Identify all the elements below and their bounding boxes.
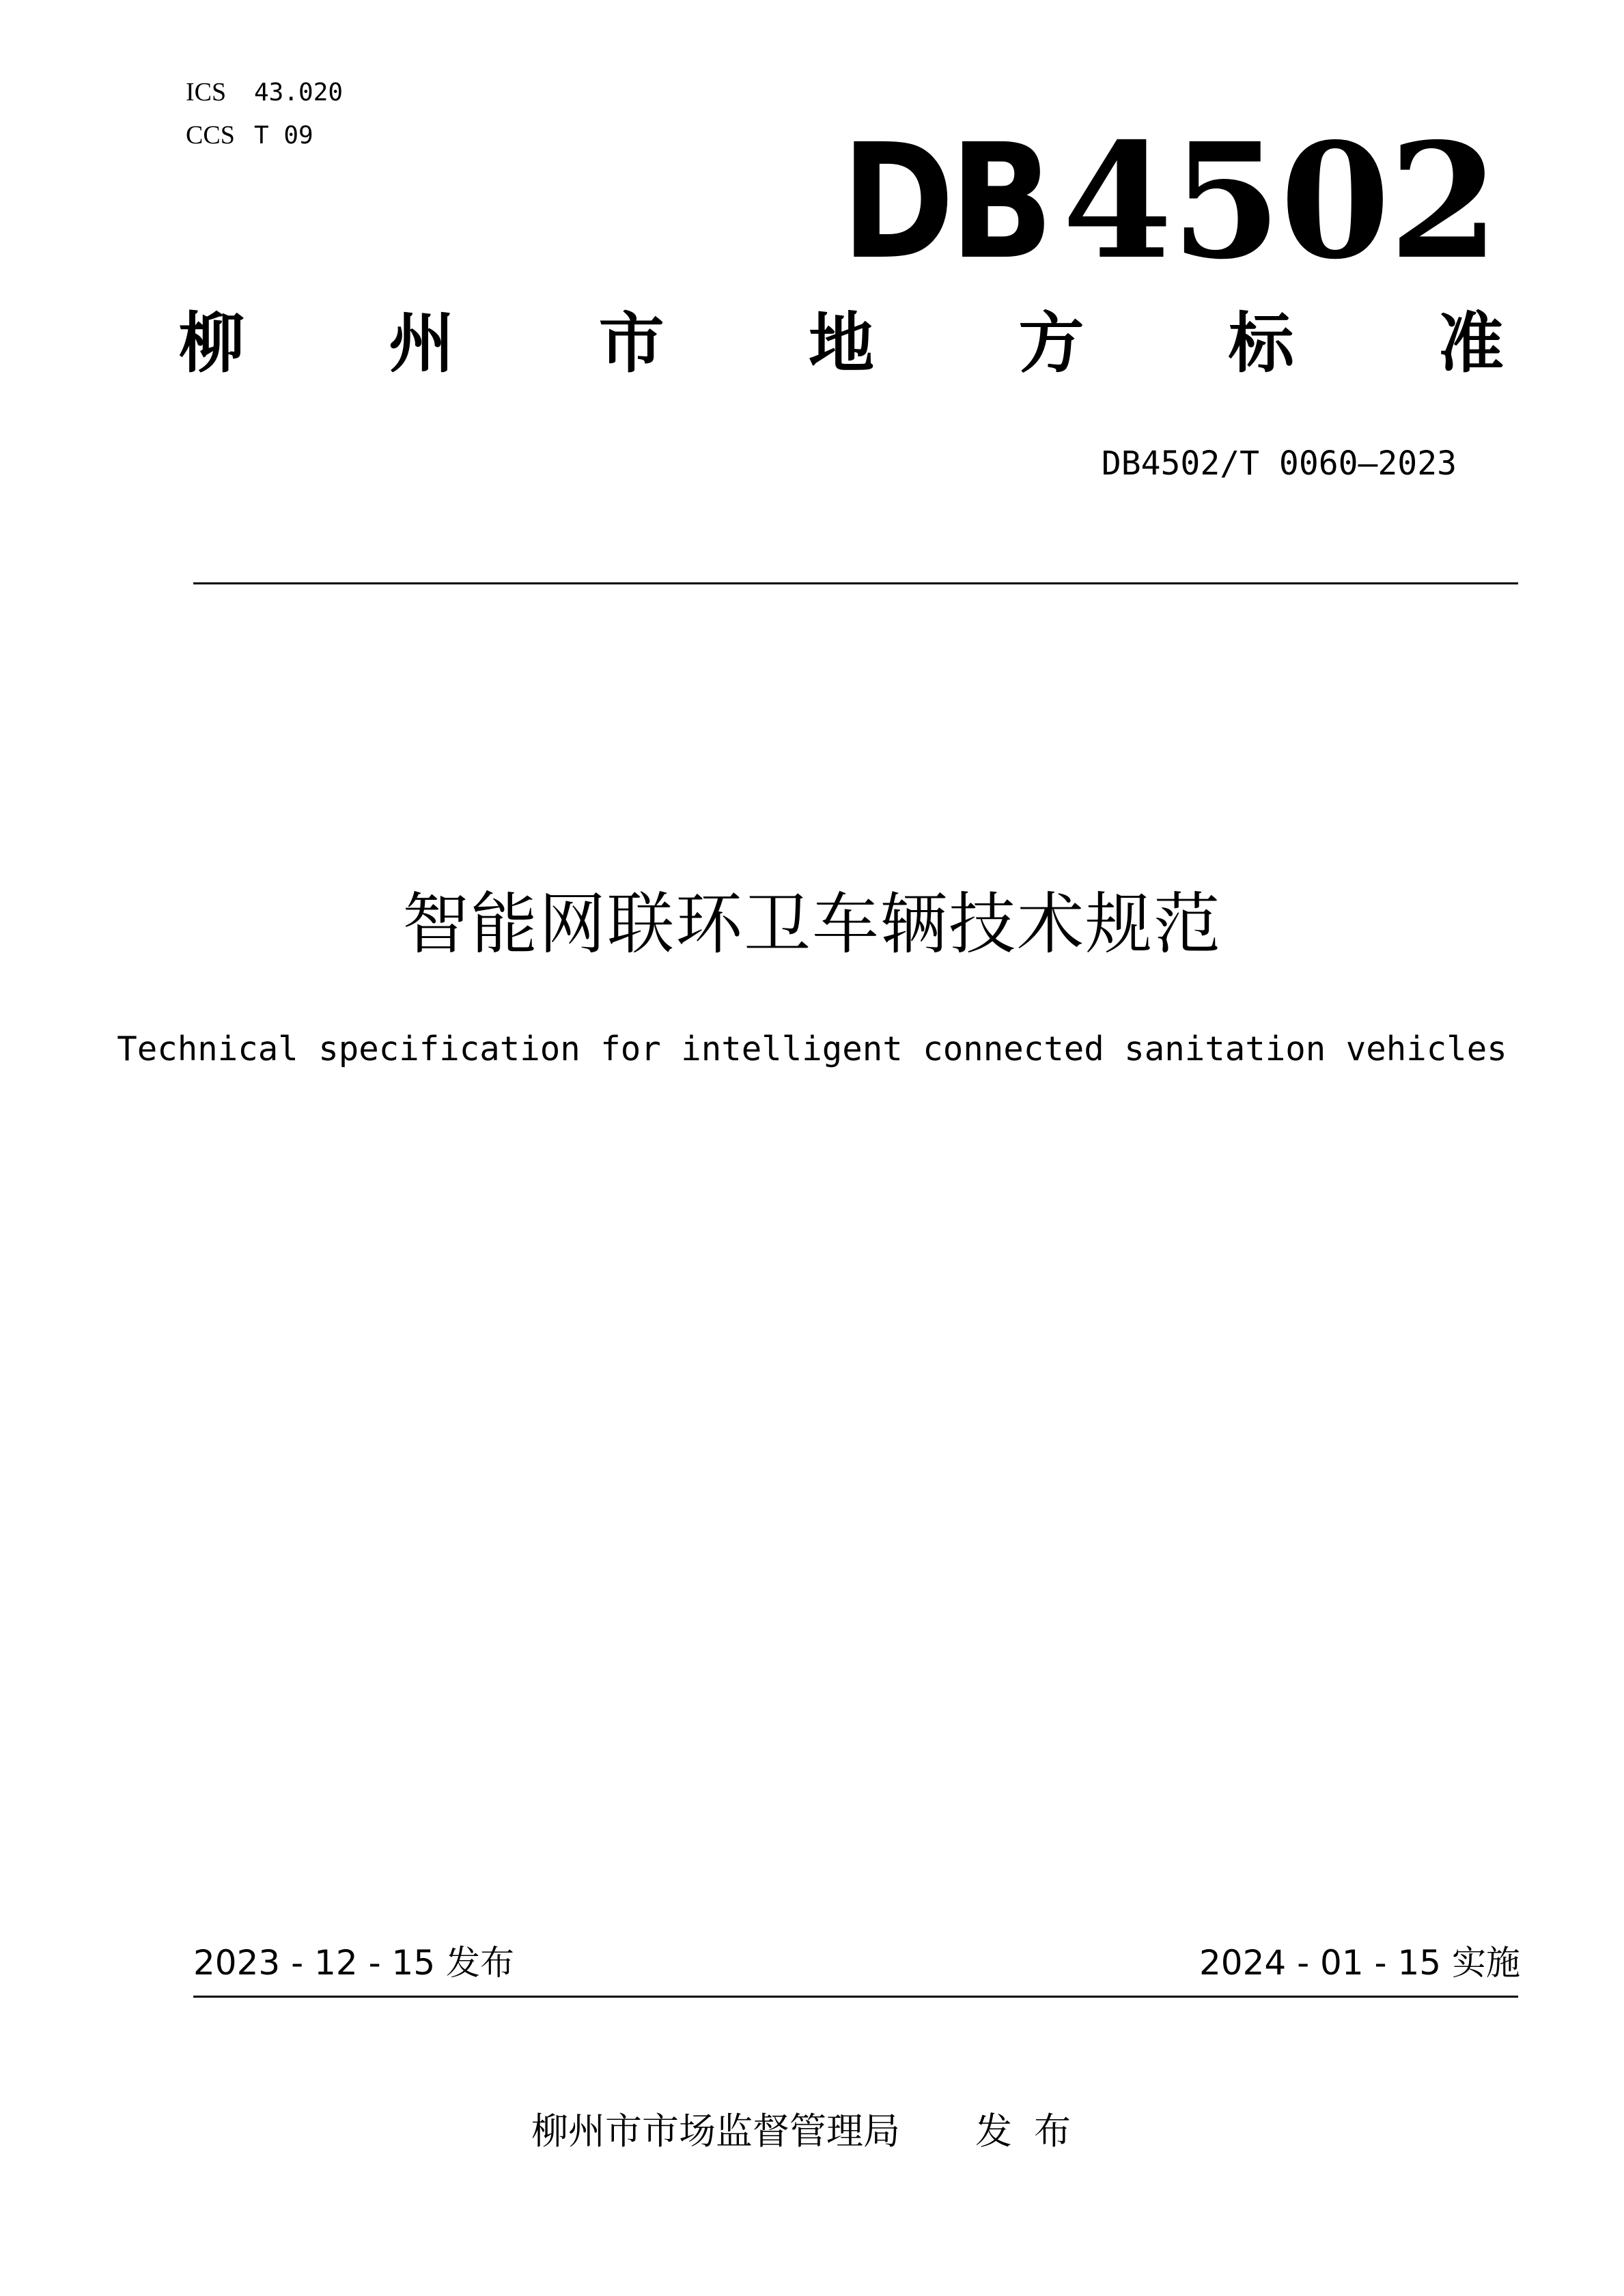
document-title-cn: 智能网联环卫车辆技术规范 [402, 885, 1222, 963]
ics-classification [186, 79, 343, 105]
category-char: 方 [1018, 305, 1084, 382]
logo-code: 4502 [1062, 108, 1498, 294]
logo-prefix: DB [841, 110, 1049, 294]
category-char: 标 [1228, 305, 1294, 382]
issuer-name: 柳州市市场监督管理局 [531, 2110, 900, 2153]
implementation-date: 2024 - 01 - 15 实施 [1199, 1943, 1520, 1983]
standard-category [179, 305, 1504, 382]
footer-divider [193, 1996, 1518, 1998]
standard-number: DB4502/T 0060—2023 [1101, 444, 1457, 483]
ics-label: ICS [186, 78, 227, 107]
document-title-en: Technical specification for intelligent connected sanitation vehicles [117, 1030, 1507, 1068]
ccs-classification [186, 122, 313, 148]
category-char: 市 [598, 305, 664, 382]
ccs-value: T 09 [254, 122, 313, 150]
category-char: 柳 [179, 305, 244, 382]
issuing-authority [0, 2110, 1624, 2153]
category-char: 地 [808, 305, 874, 382]
category-char: 准 [1438, 305, 1504, 382]
ccs-label: CCS [186, 121, 235, 150]
standard-logo [841, 108, 1498, 294]
header-divider [193, 582, 1518, 584]
issue-date: 2023 - 12 - 15 发布 [193, 1943, 515, 1983]
ics-value: 43.020 [254, 79, 344, 107]
issuer-action: 发布 [975, 2110, 1093, 2153]
category-char: 州 [389, 305, 455, 382]
